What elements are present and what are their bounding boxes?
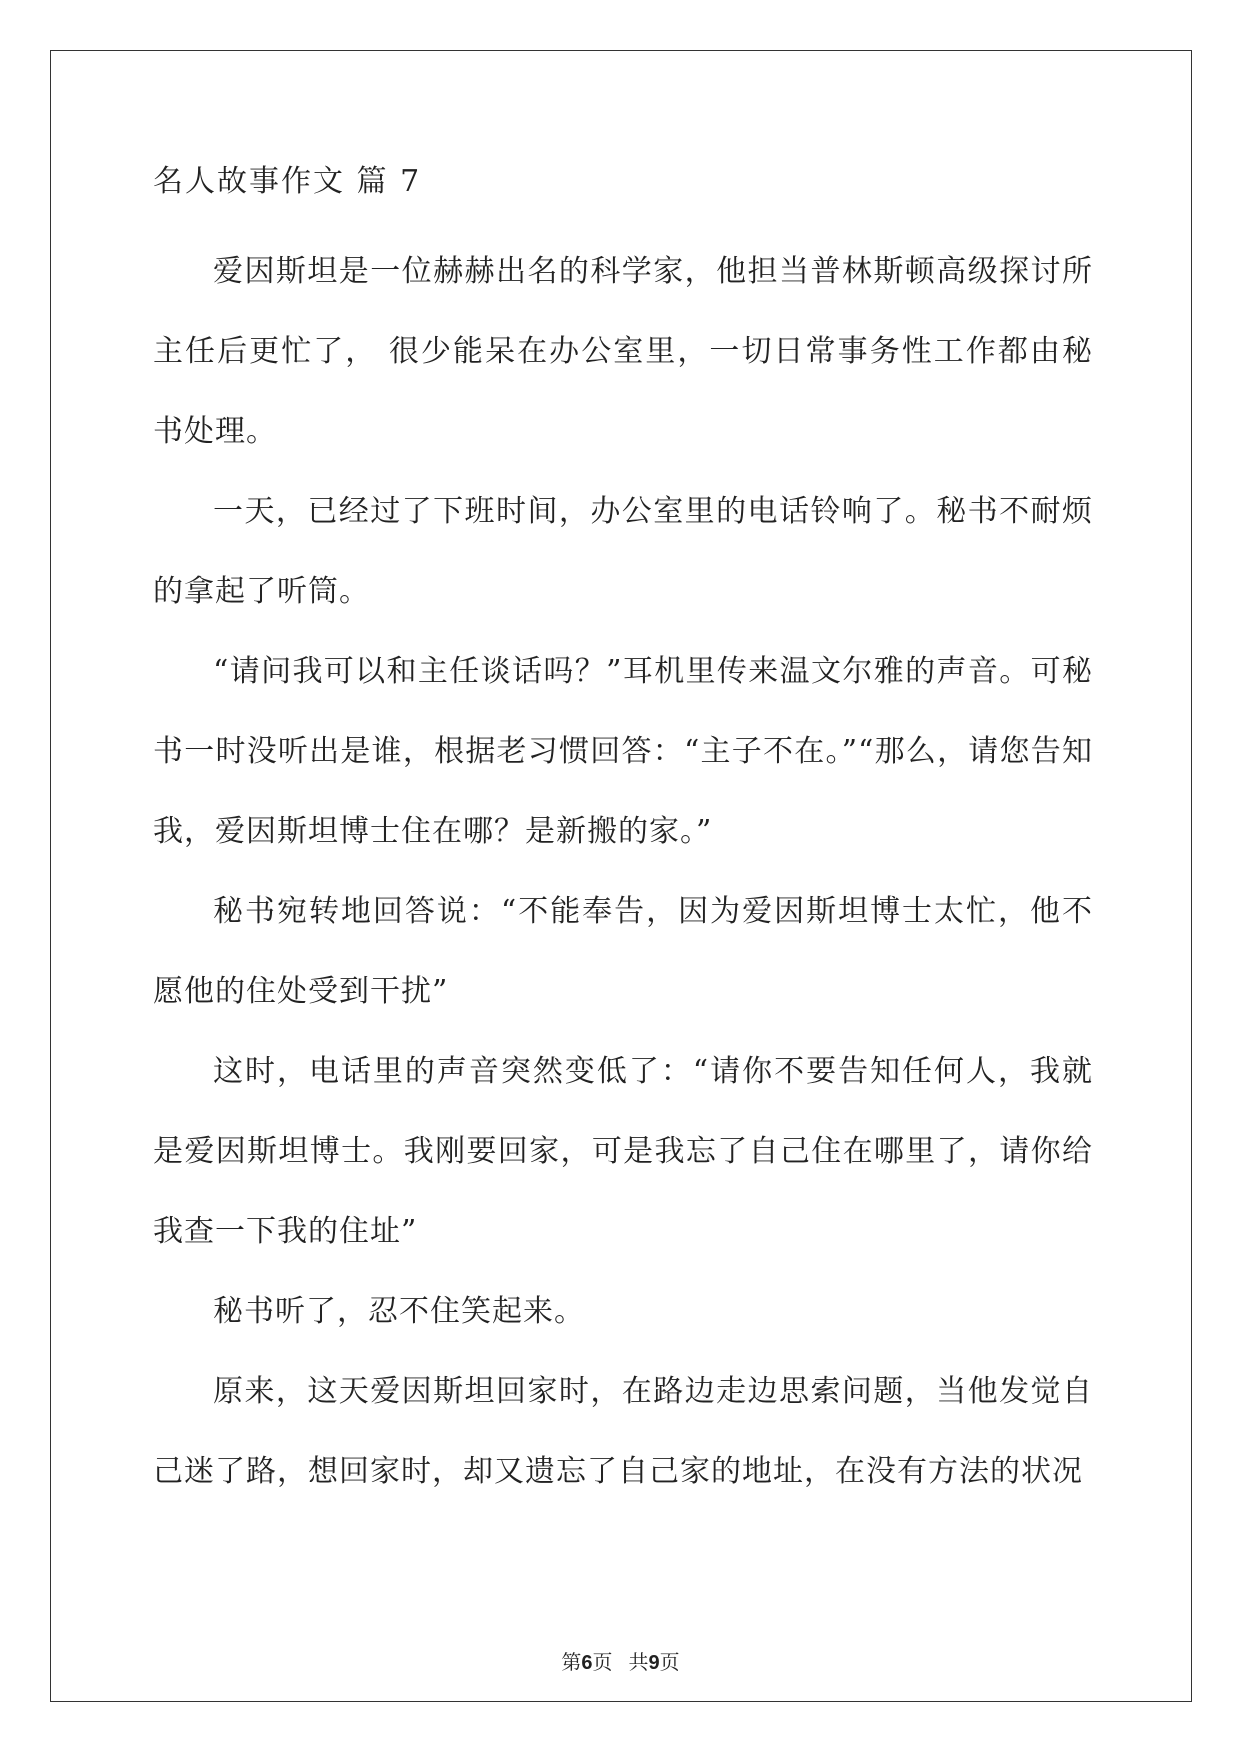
paragraph-4: 秘书宛转地回答说：“不能奉告，因为爱因斯坦博士太忙，他不愿他的住处受到干扰” [153,894,1093,1009]
paragraph-2: 一天，已经过了下班时间，办公室里的电话铃响了。秘书不耐烦的拿起了听筒。 [153,494,1093,609]
footer-prefix: 第 [561,1650,582,1674]
paragraph-7: 原来，这天爱因斯坦回家时，在路边走边思索问题，当他发觉自己迷了路，想回家时，却又遗忘了自己家的地址，在没有方法的状况 [153,1374,1093,1489]
total-pages-number: 9 [648,1652,660,1674]
page-footer [0,1650,1241,1675]
footer-page-suffix: 页 [592,1650,613,1674]
paragraph-1: 爱因斯坦是一位赫赫出名的科学家，他担当普林斯顿高级探讨所主任后更忙了， 很少能呆在办公室里，一切日常事务性工作都由秘书处理。 [153,254,1093,449]
current-page-number: 6 [581,1652,593,1674]
footer-total-suffix: 页 [659,1650,680,1674]
footer-total-prefix: 共 [628,1650,649,1674]
document-body [153,162,1093,1512]
paragraph-5: 这时，电话里的声音突然变低了：“请你不要告知任何人，我就是爱因斯坦博士。我刚要回家，可是我忘了自己住在哪里了，请你给我查一下我的住址” [153,1054,1093,1249]
document-title: 名人故事作文 篇 7 [153,164,422,199]
paragraph-3: “请问我可以和主任谈话吗？”耳机里传来温文尔雅的声音。可秘书一时没听出是谁，根据老习惯回答：“主子不在。”“那么，请您告知我，爱因斯坦博士住在哪？是新搬的家。” [153,654,1093,849]
paragraph-6: 秘书听了，忍不住笑起来。 [213,1294,585,1329]
